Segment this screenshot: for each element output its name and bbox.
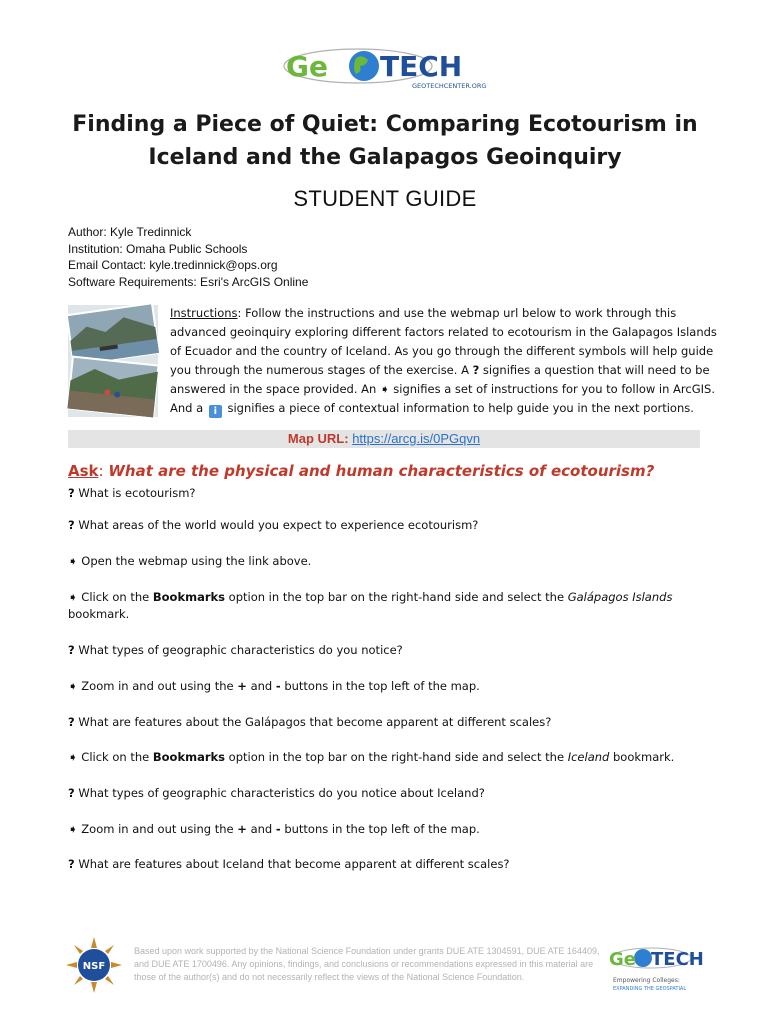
instructions-text-6b: signifies a piece of contextual information to help guide you in the next portions. (227, 401, 694, 415)
svg-text:Empowering Colleges:: Empowering Colleges: (613, 977, 680, 984)
svg-text:GEOTECHCENTER.ORG: GEOTECHCENTER.ORG (412, 82, 487, 90)
disclaimer-line-3: those of the author(s) and do not necessarily reflect the views of the National Science Foundation. (134, 972, 525, 982)
item-text: What are features about the Galápagos that become apparent at different scales? (78, 715, 552, 729)
item-text: option in the top bar on the right-hand side and select the (228, 750, 565, 764)
instructions-text-5: answered in the space provided. An (170, 382, 377, 396)
nsf-logo (65, 936, 123, 994)
list-item (68, 785, 485, 802)
meta-institution: Institution: Omaha Public Schools (68, 241, 248, 256)
list-item (68, 642, 403, 659)
ecotourism-photo (68, 305, 158, 417)
minus-button-term: - (275, 679, 281, 693)
list-item (68, 678, 480, 695)
instructions-text-5b: signifies a set of instructions for you to follow in ArcGIS. (393, 382, 715, 396)
title-line-2: Iceland and the Galapagos Geoinquiry (148, 145, 622, 170)
question-mark-icon: ? (68, 518, 75, 532)
plus-button-term: + (237, 822, 247, 836)
question-mark-icon: ? (68, 643, 75, 657)
geotech-logo (280, 40, 490, 92)
item-text: Click on the (81, 590, 150, 604)
info-icon: i (209, 405, 222, 418)
bookmarks-term: Bookmarks (152, 590, 225, 604)
instructions-line-3: of Ecuador and the country of Iceland. As you go through the different symbols will help guide (170, 344, 714, 358)
item-text: What are features about Iceland that become apparent at different scales? (78, 857, 510, 871)
item-text: buttons in the top left of the map. (284, 822, 480, 836)
arrow-right-icon: ➧ (68, 750, 78, 764)
meta-email: Email Contact: kyle.tredinnick@ops.org (68, 258, 278, 272)
item-text: Zoom in and out using the (81, 679, 234, 693)
svg-text:EXPANDING THE GEOSPATIAL: EXPANDING THE GEOSPATIAL (613, 986, 687, 992)
bookmark-name: Galápagos Islands (567, 590, 673, 604)
instructions-text-4b: signifies a question that will need to be (482, 363, 710, 377)
nsf-logo-image (65, 936, 123, 994)
instructions-line-6 (170, 399, 710, 418)
list-item (68, 517, 478, 534)
item-text: What types of geographic characteristics do you notice about Iceland? (78, 786, 485, 800)
instructions-block (170, 304, 717, 418)
instructions-line-5 (170, 380, 715, 399)
bookmark-name: Iceland (567, 750, 610, 764)
bookmarks-term: Bookmarks (152, 750, 225, 764)
list-item (68, 589, 672, 623)
instructions-text-1: : Follow the instructions and use the webmap url below to work through this (237, 306, 677, 320)
funding-disclaimer (134, 945, 604, 984)
item-text: What types of geographic characteristics do you notice? (78, 643, 403, 657)
plus-button-term: + (237, 679, 247, 693)
arrow-right-icon: ➧ (379, 382, 390, 396)
item-text: buttons in the top left of the map. (284, 679, 480, 693)
svg-text:NSF: NSF (82, 961, 106, 972)
svg-text:Ge: Ge (609, 949, 636, 970)
map-url-bar (68, 430, 700, 448)
item-text: Click on the (81, 750, 150, 764)
arrow-right-icon: ➧ (68, 822, 78, 836)
instructions-text-4: you through the numerous stages of the exercise. A (170, 363, 469, 377)
item-text: option in the top bar on the right-hand side and select the (228, 590, 565, 604)
item-text: Zoom in and out using the (81, 822, 234, 836)
question-mark-icon: ? (68, 786, 75, 800)
meta-author: Author: Kyle Tredinnick (68, 225, 192, 239)
question-mark-icon: ? (68, 486, 75, 500)
ask-question: What are the physical and human characteristics of ecotourism? (108, 462, 655, 480)
map-url-link[interactable]: https://arcg.is/0PGqvn (352, 431, 481, 446)
map-url-label: Map URL: (287, 431, 349, 446)
page-subtitle: STUDENT GUIDE (293, 186, 477, 211)
list-item (68, 749, 674, 766)
list-item (68, 714, 551, 731)
item-text: What areas of the world would you expect to experience ecotourism? (78, 518, 479, 532)
instructions-line-4 (170, 361, 710, 380)
list-item (68, 856, 510, 873)
svg-text:TECH: TECH (651, 949, 704, 970)
svg-text:Ge: Ge (286, 50, 328, 83)
question-mark-icon: ? (68, 857, 75, 871)
arrow-right-icon: ➧ (68, 554, 78, 568)
instructions-label: Instructions (170, 306, 238, 320)
geotech-logo-image (280, 40, 490, 92)
minus-button-term: - (275, 822, 281, 836)
document-meta (68, 224, 308, 290)
ecotourism-photo-image (68, 305, 158, 417)
geotech-footer-logo-image (607, 938, 704, 994)
list-item (68, 485, 196, 502)
question-mark-icon: ? (472, 363, 480, 377)
disclaimer-line-2: and DUE ATE 1700496. Any opinions, findings, and conclusions or recommendations expressed in this material are (134, 959, 594, 969)
list-item (68, 821, 480, 838)
ask-label: Ask (68, 462, 99, 480)
item-text: What is ecotourism? (78, 486, 196, 500)
meta-software: Software Requirements: Esri's ArcGIS Online (68, 274, 309, 289)
item-text: Open the webmap using the link above. (81, 554, 312, 568)
disclaimer-line-1: Based upon work supported by the National Science Foundation under grants DUE ATE 1304591, DUE ATE 164409, (134, 946, 600, 956)
arrow-right-icon: ➧ (68, 679, 78, 693)
item-text: and (250, 679, 273, 693)
svg-text:TECH: TECH (380, 50, 463, 83)
instructions-line-2: advanced geoinquiry exploring different factors related to ecotourism in the Galapagos Islands (170, 325, 717, 339)
geotech-footer-logo (607, 938, 704, 994)
ask-heading: Ask: What are the physical and human characteristics of ecotourism? (68, 462, 655, 480)
page-title (40, 108, 730, 174)
item-text-continued: bookmark. (68, 607, 130, 621)
instructions-line-1 (170, 304, 710, 323)
arrow-right-icon: ➧ (68, 590, 78, 604)
instructions-text-6: And a (170, 401, 204, 415)
question-mark-icon: ? (68, 715, 75, 729)
list-item (68, 553, 311, 570)
item-text: bookmark. (612, 750, 675, 764)
title-line-1: Finding a Piece of Quiet: Comparing Ecotourism in (72, 112, 698, 137)
item-text: and (250, 822, 273, 836)
